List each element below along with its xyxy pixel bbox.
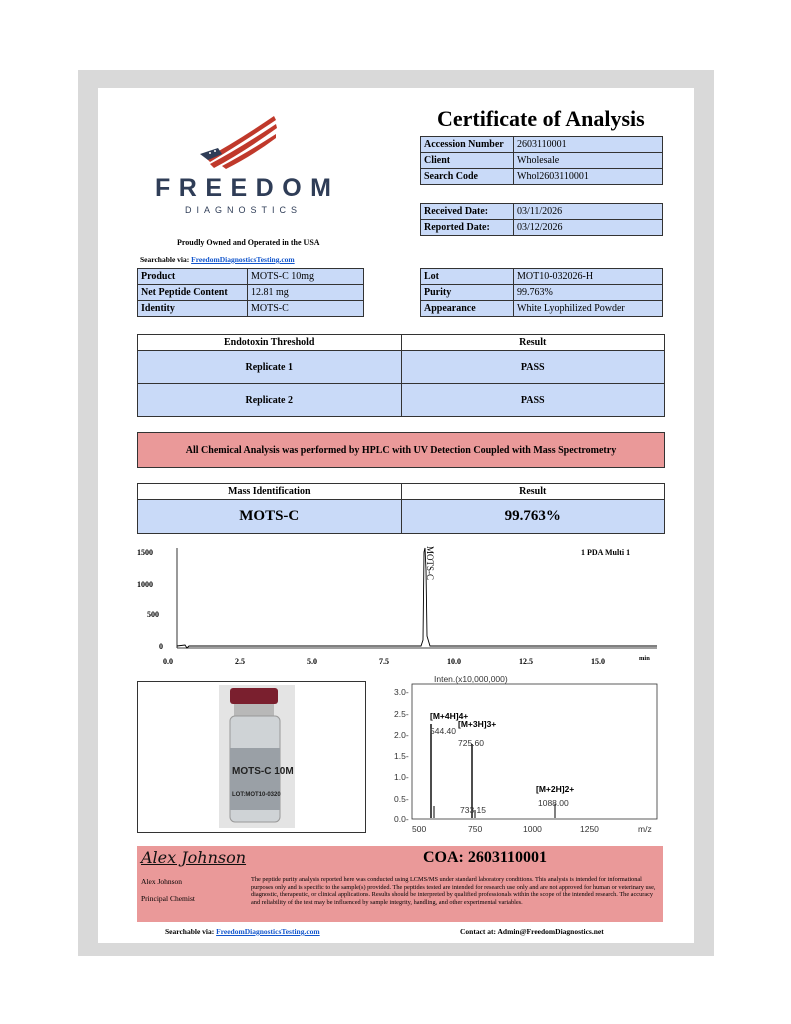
footer-searchable xyxy=(165,927,320,936)
table-row xyxy=(138,500,664,533)
endotoxin-col-result: Result xyxy=(401,335,665,350)
ms-peak-label: 725.60 xyxy=(458,738,484,748)
hplc-y-tick: 1500 xyxy=(137,548,153,557)
ms-peak-label: 544.40 xyxy=(430,726,456,736)
mass-header xyxy=(138,484,664,500)
hplc-x-tick: 2.5 xyxy=(235,657,245,666)
received-key: Received Date: xyxy=(421,204,514,220)
vial-photo-frame xyxy=(137,681,366,833)
ms-x-tick: 1000 xyxy=(523,824,542,834)
hplc-x-tick: 15.0 xyxy=(591,657,605,666)
identity-value: MOTS-C xyxy=(248,301,364,317)
signer-role: Principal Chemist xyxy=(141,894,195,903)
flag-logo-icon xyxy=(196,114,280,170)
dates-table xyxy=(420,203,663,236)
ms-y-tick: 1.0- xyxy=(394,772,409,782)
vial-label xyxy=(230,748,280,810)
product-table xyxy=(137,268,364,317)
appearance-key: Appearance xyxy=(421,301,514,317)
hplc-y-tick: 1000 xyxy=(137,580,153,589)
footer-search-label: Searchable via: xyxy=(165,927,215,936)
owned-tagline: Proudly Owned and Operated in the USA xyxy=(177,238,320,247)
endotoxin-table xyxy=(137,334,665,417)
table-row xyxy=(421,285,663,301)
mass-col-result: Result xyxy=(401,484,665,499)
coa-number: COA: 2603110001 xyxy=(423,849,547,866)
method-banner: All Chemical Analysis was performed by HPLC with UV Detection Coupled with Mass Spectrometry xyxy=(137,432,665,468)
mass-table xyxy=(137,483,665,534)
ms-y-ticks xyxy=(394,687,409,824)
client-key: Client xyxy=(421,153,514,169)
hplc-x-tick: 7.5 xyxy=(379,657,389,666)
table-row xyxy=(138,301,364,317)
purity-key: Purity xyxy=(421,285,514,301)
replicate-result: PASS xyxy=(401,351,665,383)
table-row xyxy=(421,204,663,220)
received-value: 03/11/2026 xyxy=(514,204,663,220)
mass-spectrum xyxy=(372,672,662,837)
ms-plot-area xyxy=(412,684,657,819)
product-value: MOTS-C 10mg xyxy=(248,269,364,285)
hplc-x-tick: 5.0 xyxy=(307,657,317,666)
table-row xyxy=(421,153,663,169)
table-row xyxy=(421,169,663,185)
searchable-link[interactable]: FreedomDiagnosticsTesting.com xyxy=(191,255,295,264)
purity-value: 99.763% xyxy=(514,285,663,301)
table-row xyxy=(138,383,664,416)
table-row xyxy=(421,137,663,153)
ms-ion-label: [M+4H]4+ xyxy=(430,711,469,721)
logo-wordmark: FREEDOM xyxy=(155,174,340,202)
hplc-x-ticks xyxy=(163,655,650,666)
vial-cap xyxy=(230,688,278,704)
endotoxin-header xyxy=(138,335,664,351)
reported-key: Reported Date: xyxy=(421,220,514,236)
reported-value: 03/12/2026 xyxy=(514,220,663,236)
table-row xyxy=(421,220,663,236)
accession-table xyxy=(420,136,663,185)
search-code-value: Whol2603110001 xyxy=(514,169,663,185)
ms-y-tick: 3.0- xyxy=(394,687,409,697)
accession-key: Accession Number xyxy=(421,137,514,153)
hplc-y-ticks xyxy=(137,548,163,651)
hplc-x-tick: 0.0 xyxy=(163,657,173,666)
appearance-value: White Lyophilized Powder xyxy=(514,301,663,317)
ms-y-tick: 0.0- xyxy=(394,814,409,824)
page-title: Certificate of Analysis xyxy=(437,106,645,131)
hplc-x-tick: 10.0 xyxy=(447,657,461,666)
hplc-x-unit: min xyxy=(639,655,650,662)
ms-y-tick: 0.5- xyxy=(394,794,409,804)
lot-key: Lot xyxy=(421,269,514,285)
ms-x-tick: 500 xyxy=(412,824,427,834)
disclaimer: The peptide purity analysis reported here was conducted using LCMS/MS under standard laboratory conditions. This analysis is intended for informational purposes only and is specific to the sample(s) provided. The peptides tested are intended for research use only and are not approved for human or veterinary use, diagnostic, therapeutic, or clinical applications. Results should be interpreted by qualified professionals within the scope of the intended research. The accuracy and reliability of the test may be influenced by sample integrity, handling, and other experimental variables. xyxy=(251,876,656,906)
ms-x-unit: m/z xyxy=(638,824,652,834)
ms-peak-label: 733.15 xyxy=(460,805,486,815)
ms-peak-label: 1088.00 xyxy=(538,798,569,808)
hplc-legend: 1 PDA Multi 1 xyxy=(581,548,631,557)
table-row xyxy=(138,269,364,285)
signer-name: Alex Johnson xyxy=(141,877,183,886)
product-key: Product xyxy=(138,269,248,285)
vial-crimp xyxy=(234,704,274,716)
hplc-chromatogram xyxy=(135,540,665,670)
hplc-x-tick: 12.5 xyxy=(519,657,533,666)
replicate-label: Replicate 1 xyxy=(245,361,293,373)
signature: Alex Johnson xyxy=(141,848,247,867)
net-peptide-value: 12.81 mg xyxy=(248,285,364,301)
table-row xyxy=(138,351,664,383)
ms-y-label: Inten.(x10,000,000) xyxy=(434,674,508,684)
hplc-peak-label: MOTS-C xyxy=(425,546,435,581)
vial-photo xyxy=(138,682,365,832)
accession-value: 2603110001 xyxy=(514,137,663,153)
vial-label-lot: LOT:MOT10-0320 xyxy=(232,792,281,798)
table-row xyxy=(421,269,663,285)
mass-col-identification: Mass Identification xyxy=(228,486,311,497)
mass-identity: MOTS-C xyxy=(239,508,300,524)
lot-value: MOT10-032026-H xyxy=(514,269,663,285)
ms-x-tick: 750 xyxy=(468,824,483,834)
footer-search-link[interactable]: FreedomDiagnosticsTesting.com xyxy=(216,927,320,936)
replicate-label: Replicate 2 xyxy=(245,394,293,406)
client-value: Wholesale xyxy=(514,153,663,169)
mass-purity: 99.763% xyxy=(401,500,665,533)
logo-subtitle: DIAGNOSTICS xyxy=(185,205,303,215)
searchable-label: Searchable via: xyxy=(140,255,190,264)
hplc-y-tick: 500 xyxy=(147,610,159,619)
searchable-line xyxy=(140,255,295,264)
hplc-trace xyxy=(177,548,657,648)
table-row xyxy=(138,285,364,301)
identity-key: Identity xyxy=(138,301,248,317)
vial-label-name: MOTS-C 10M xyxy=(232,766,294,777)
search-code-key: Search Code xyxy=(421,169,514,185)
ms-x-ticks xyxy=(412,824,652,834)
net-peptide-key: Net Peptide Content xyxy=(138,285,248,301)
ms-ion-label: [M+3H]3+ xyxy=(458,719,497,729)
ms-x-tick: 1250 xyxy=(580,824,599,834)
hplc-y-tick: 0 xyxy=(159,642,163,651)
ms-ion-label: [M+2H]2+ xyxy=(536,784,575,794)
endotoxin-col-threshold: Endotoxin Threshold xyxy=(223,337,315,348)
footer-contact: Contact at: Admin@FreedomDiagnostics.net xyxy=(460,927,604,936)
lot-table xyxy=(420,268,663,317)
ms-y-tick: 2.5- xyxy=(394,709,409,719)
table-row xyxy=(421,301,663,317)
ms-y-tick: 1.5- xyxy=(394,751,409,761)
ms-y-tick: 2.0- xyxy=(394,730,409,740)
replicate-result: PASS xyxy=(401,384,665,416)
